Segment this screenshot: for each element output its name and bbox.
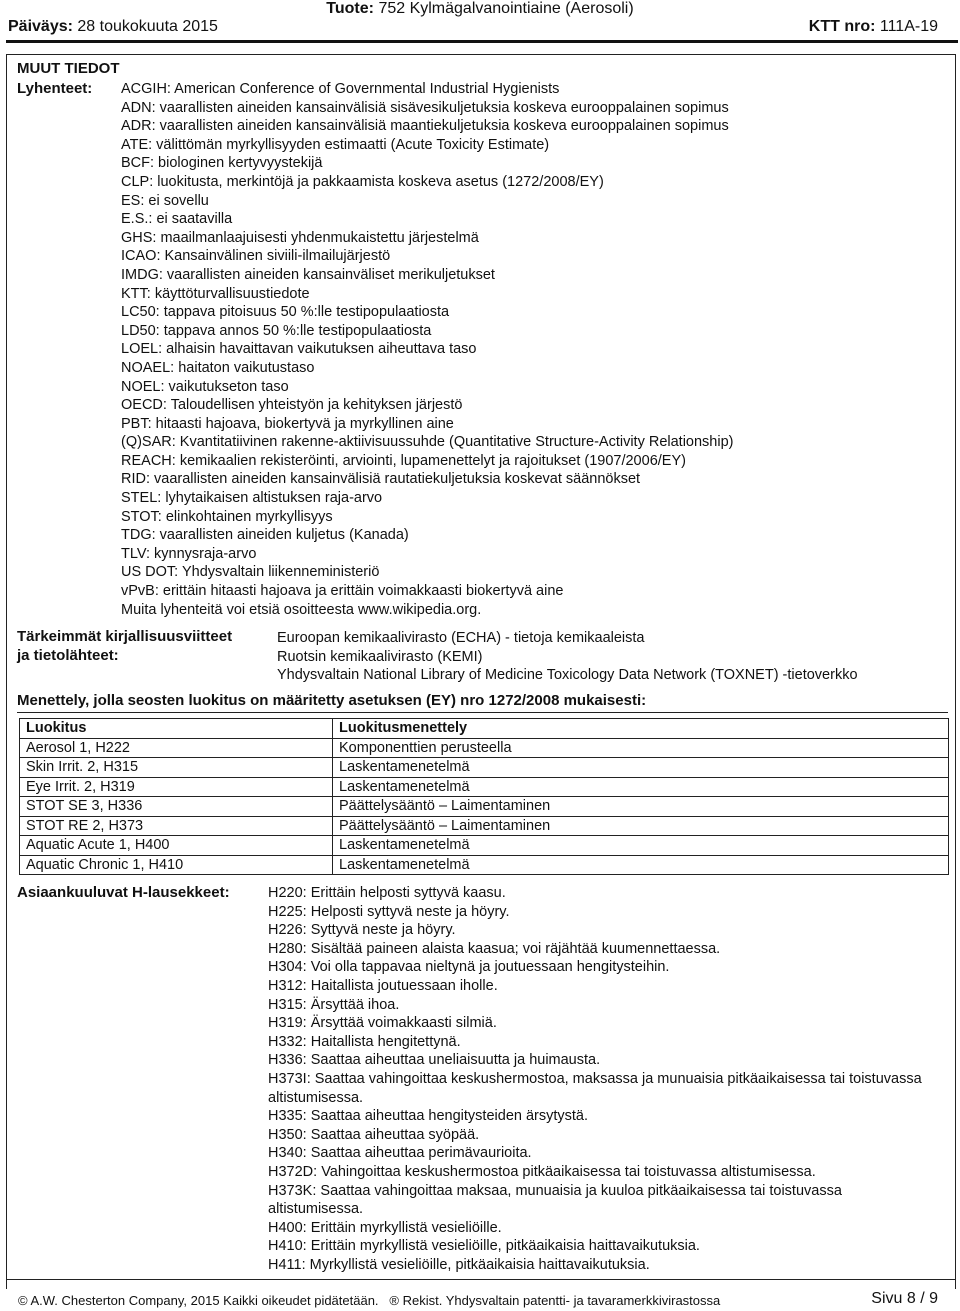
h-statement-item: H312: Haitallista joutuessaan iholle. xyxy=(268,977,498,994)
sources-label-line1: Tärkeimmät kirjallisuusviitteet xyxy=(17,628,233,645)
method-title: Menettely, jolla seosten luokitus on määritetty asetuksen (EY) nro 1272/2008 mukaisesti: xyxy=(17,692,647,709)
classification-cell: STOT SE 3, H336 xyxy=(20,797,333,817)
product-name: 752 Kylmägalvanointiaine (Aerosoli) xyxy=(378,0,634,17)
abbreviation-item: BCF: biologinen kertyvyystekijä xyxy=(121,155,323,172)
table-header-row xyxy=(20,719,949,739)
abbreviation-item: ATE: välittömän myrkyllisyyden estimaatti (Acute Toxicity Estimate) xyxy=(121,136,550,153)
abbreviation-item: US DOT: Yhdysvaltain liikenneministeriö xyxy=(121,564,380,581)
classification-cell: STOT RE 2, H373 xyxy=(20,816,333,836)
footer-legal xyxy=(18,1293,720,1308)
h-statement-item: H220: Erittäin helposti syttyvä kaasu. xyxy=(268,885,506,901)
h-statement-item: H373K: Saattaa vahingoittaa maksaa, munuaisia ja kuuloa pitkäaikaisessa tai toistuvassa altistumisessa. xyxy=(268,1182,842,1218)
h-statement-item: H225: Helposti syttyvä neste ja höyry. xyxy=(268,903,510,920)
abbreviation-item: E.S.: ei saatavilla xyxy=(121,211,233,228)
procedure-cell: Päättelysääntö – Laimentaminen xyxy=(333,816,949,836)
abbreviation-item: vPvB: erittäin hitaasti hajoava ja erittäin voimakkaasti biokertyvä aine xyxy=(121,583,564,600)
table-row xyxy=(20,777,949,797)
h-statement-item: H372D: Vahingoittaa keskushermostoa pitkäaikaisessa tai toistuvassa altistumisessa. xyxy=(268,1163,816,1180)
copyright-text: © A.W. Chesterton Company, 2015 Kaikki oikeudet pidätetään. xyxy=(18,1293,379,1308)
abbreviation-item: NOEL: vaikutukseton taso xyxy=(121,378,289,395)
classification-cell: Skin Irrit. 2, H315 xyxy=(20,758,333,778)
h-statement-item: H336: Saattaa aiheuttaa uneliaisuutta ja huimausta. xyxy=(268,1052,601,1069)
ktt-value: 111A-19 xyxy=(879,18,938,35)
abbreviation-item: STEL: lyhytaikaisen altistuksen raja-arvo xyxy=(121,490,383,507)
abbreviation-item: Muita lyhenteitä voi etsiä osoitteesta www.wikipedia.org. xyxy=(121,601,482,618)
abbreviation-item: ACGIH: American Conference of Governmental Industrial Hygienists xyxy=(121,81,560,97)
h-statements-label: Asiaankuuluvat H-lausekkeet: xyxy=(17,884,230,901)
abbreviation-item: TLV: kynnysraja-arvo xyxy=(121,545,257,562)
ktt-label: KTT nro: xyxy=(808,18,876,35)
column-header-classification: Luokitus xyxy=(20,719,333,739)
h-statement-item: H304: Voi olla tappavaa nieltynä ja joutuessaan hengitysteihin. xyxy=(268,959,670,976)
product-header xyxy=(0,0,960,18)
procedure-cell: Laskentamenetelmä xyxy=(333,855,949,875)
abbreviations-list xyxy=(121,80,733,619)
product-label: Tuote: xyxy=(326,0,374,17)
trademark-text: ® Rekist. Yhdysvaltain patentti- ja tavaramerkkivirastossa xyxy=(389,1293,721,1308)
abbreviation-item: ADR: vaarallisten aineiden kansainvälisiä maantiekuljetuksia koskeva eurooppalainen sopimus xyxy=(121,118,729,135)
classification-cell: Eye Irrit. 2, H319 xyxy=(20,777,333,797)
procedure-cell: Laskentamenetelmä xyxy=(333,777,949,797)
page-number: Sivu 8 / 9 xyxy=(871,1290,938,1307)
h-statements-list xyxy=(268,884,928,1274)
procedure-cell: Laskentamenetelmä xyxy=(333,758,949,778)
procedure-cell: Laskentamenetelmä xyxy=(333,836,949,856)
h-statement-item: H373I: Saattaa vahingoittaa keskushermostoa, maksassa ja munuaisia pitkäaikaisessa tai toistuvassa altistumisessa. xyxy=(268,1070,922,1106)
abbreviation-item: ES: ei sovellu xyxy=(121,192,209,209)
procedure-cell: Päättelysääntö – Laimentaminen xyxy=(333,797,949,817)
abbreviation-item: CLP: luokitusta, merkintöjä ja pakkaamista koskeva asetus (1272/2008/EY) xyxy=(121,173,604,190)
footer-divider xyxy=(6,1279,956,1280)
section-title: MUUT TIEDOT xyxy=(17,60,120,77)
date-value: 28 toukokuuta 2015 xyxy=(77,18,218,35)
abbreviation-item: LOEL: alhaisin havaittavan vaikutuksen aiheuttava taso xyxy=(121,341,477,358)
sources-label-line2: ja tietolähteet: xyxy=(17,646,119,664)
table-row xyxy=(20,738,949,758)
table-row xyxy=(20,816,949,836)
classification-table xyxy=(19,718,949,875)
abbreviation-item: REACH: kemikaalien rekisteröinti, arviointi, lupamenettelyt ja rajoitukset (1907/2006/EY) xyxy=(121,452,686,469)
procedure-cell: Komponenttien perusteella xyxy=(333,738,949,758)
h-statement-item: H315: Ärsyttää ihoa. xyxy=(268,996,400,1013)
abbreviations-label: Lyhenteet: xyxy=(17,80,93,97)
abbreviation-item: GHS: maailmanlaajuisesti yhdenmukaistettu järjestelmä xyxy=(121,229,479,246)
abbreviation-item: STOT: elinkohtainen myrkyllisyys xyxy=(121,508,333,525)
abbreviation-item: PBT: hitaasti hajoava, biokertyvä ja myrkyllinen aine xyxy=(121,415,454,432)
classification-cell: Aerosol 1, H222 xyxy=(20,738,333,758)
h-statement-item: H335: Saattaa aiheuttaa hengitysteiden ärsytystä. xyxy=(268,1108,589,1125)
h-statement-item: H319: Ärsyttää voimakkaasti silmiä. xyxy=(268,1015,497,1032)
abbreviation-item: LD50: tappava annos 50 %:lle testipopulaatiosta xyxy=(121,322,432,339)
source-item: Euroopan kemikaalivirasto (ECHA) - tietoja kemikaaleista xyxy=(277,630,645,646)
classification-cell: Aquatic Chronic 1, H410 xyxy=(20,855,333,875)
abbreviation-item: (Q)SAR: Kvantitatiivinen rakenne-aktiivisuussuhde (Quantitative Structure-Activity Relationship) xyxy=(121,434,734,451)
h-statement-item: H350: Saattaa aiheuttaa syöpää. xyxy=(268,1126,480,1143)
ktt-block xyxy=(809,17,938,37)
source-item: Ruotsin kemikaalivirasto (KEMI) xyxy=(277,648,483,665)
method-divider xyxy=(17,712,948,713)
h-statement-item: H280: Sisältää paineen alaista kaasua; voi räjähtää kuumennettaessa. xyxy=(268,940,721,957)
h-statement-item: H410: Erittäin myrkyllistä vesieliöille, pitkäaikaisia haittavaikutuksia. xyxy=(268,1238,700,1255)
abbreviation-item: LC50: tappava pitoisuus 50 %:lle testipopulaatiosta xyxy=(121,304,450,321)
table-row xyxy=(20,855,949,875)
h-statement-item: H226: Syttyvä neste ja höyry. xyxy=(268,922,456,939)
column-header-procedure: Luokitusmenettely xyxy=(333,719,949,739)
date-block xyxy=(8,17,218,37)
table-row xyxy=(20,836,949,856)
abbreviation-item: ICAO: Kansainvälinen siviili-ilmailujärjestö xyxy=(121,248,391,265)
table-row xyxy=(20,797,949,817)
abbreviation-item: OECD: Taloudellisen yhteistyön ja kehityksen järjestö xyxy=(121,397,463,414)
h-statement-item: H411: Myrkyllistä vesieliöille, pitkäaikaisia haittavaikutuksia. xyxy=(268,1256,650,1273)
abbreviation-item: NOAEL: haitaton vaikutustaso xyxy=(121,359,315,376)
abbreviation-item: ADN: vaarallisten aineiden kansainvälisiä sisävesikuljetuksia koskeva eurooppalainen sopimus xyxy=(121,99,729,116)
sources-label xyxy=(17,628,232,665)
h-statement-item: H400: Erittäin myrkyllistä vesieliöille. xyxy=(268,1219,502,1236)
classification-cell: Aquatic Acute 1, H400 xyxy=(20,836,333,856)
h-statement-item: H332: Haitallista hengitettynä. xyxy=(268,1033,461,1050)
abbreviation-item: IMDG: vaarallisten aineiden kansainväliset merikuljetukset xyxy=(121,266,495,283)
h-statement-item: H340: Saattaa aiheuttaa perimävaurioita. xyxy=(268,1145,532,1162)
abbreviation-item: KTT: käyttöturvallisuustiedote xyxy=(121,285,310,302)
table-row xyxy=(20,758,949,778)
date-label: Päiväys: xyxy=(8,18,73,35)
abbreviation-item: TDG: vaarallisten aineiden kuljetus (Kanada) xyxy=(121,527,409,544)
source-item: Yhdysvaltain National Library of Medicine Toxicology Data Network (TOXNET) -tietoverkko xyxy=(277,667,858,684)
abbreviation-item: RID: vaarallisten aineiden kansainvälisiä rautatiekuljetuksia koskevat säännökset xyxy=(121,471,641,488)
sources-list xyxy=(277,629,858,685)
header-divider xyxy=(6,40,958,43)
